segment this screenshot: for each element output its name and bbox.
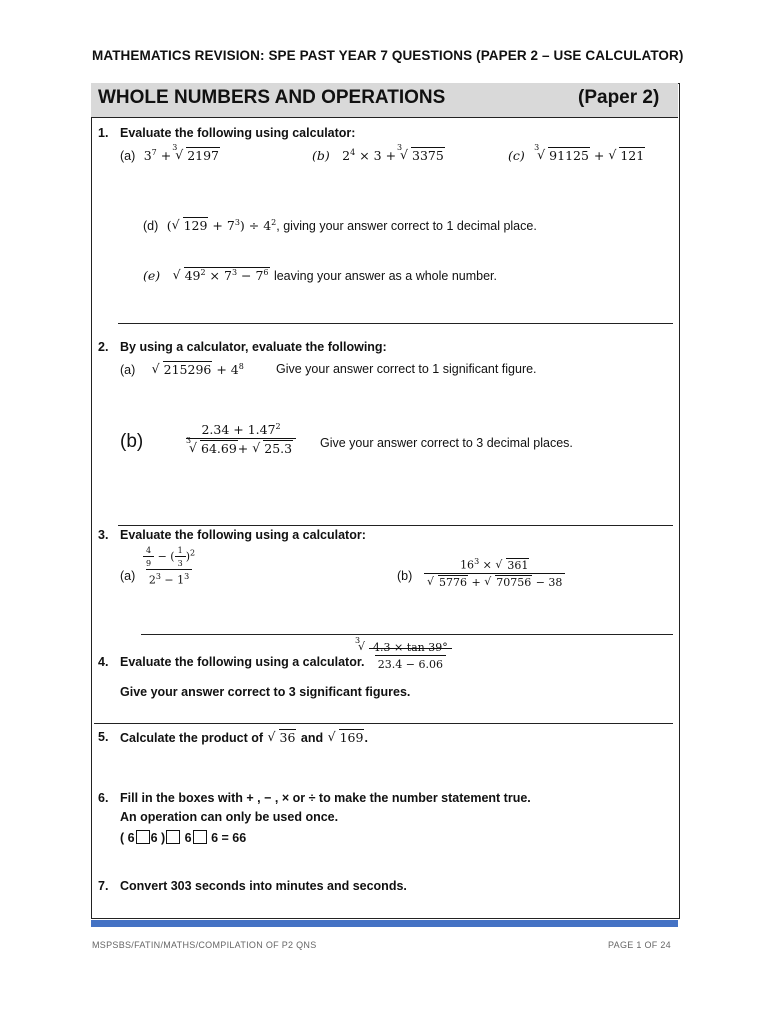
paper-label: (Paper 2) [578, 87, 660, 108]
q6-box-2[interactable] [166, 830, 180, 844]
q1e-label: (e) [143, 268, 161, 283]
q5-number: 5. [98, 730, 109, 744]
section-title: WHOLE NUMBERS AND OPERATIONS [98, 87, 446, 108]
q6-number: 6. [98, 791, 109, 805]
q5-end: . [364, 731, 368, 745]
q3b-expr: $16^3$ × √ 361 √ 5776 + √ 70756 − 38 [424, 557, 565, 589]
q1a [120, 143, 220, 165]
q2-number: 2. [98, 340, 109, 354]
q4-numerator: 4.3 × tan 39° [373, 641, 448, 654]
q2b-numerator: 2.34 + 1.47 [201, 422, 276, 438]
q4-prompt: Evaluate the following using a calculator. [120, 655, 365, 669]
q6-line1: Fill in the boxes with + , − , × or ÷ to make the number statement true. [120, 791, 531, 805]
q6-result: = 66 [221, 831, 247, 845]
footer-bar [91, 920, 678, 927]
q1c-expr: √ 3 91125 + √ 121 [529, 148, 645, 163]
q6-box-1[interactable] [136, 830, 150, 844]
q2b-label: (b) [120, 431, 144, 452]
q5-text [120, 729, 368, 747]
q2b-expr: $2.34 + 1.47^2$ √ 3 64.69+ √ 25.3 [186, 422, 296, 456]
q7-number: 7. [98, 879, 109, 893]
q2a [120, 361, 244, 379]
q4-denominator: 23.4 − 6.06 [375, 655, 446, 671]
q1c [508, 143, 645, 165]
q1a-expr: $3^7$ + √ 3 2197 [140, 148, 220, 163]
q1d-label: (d) [143, 219, 159, 233]
q1b-label: (b) [312, 148, 330, 163]
page-number: PAGE 1 OF 24 [608, 940, 671, 950]
q2-prompt: By using a calculator, evaluate the following: [120, 340, 387, 354]
q3b-label: (b) [397, 569, 413, 583]
q3a-label: (a) [120, 569, 136, 583]
q1-number: 1. [98, 126, 109, 140]
q1e-expr: √ $49^2 \times 7^3 - 7^6$ [165, 268, 270, 283]
q6-line2: An operation can only be used once. [120, 810, 339, 824]
q1e [143, 267, 497, 285]
q4-expr: √ 3 $\frac{4.3 \times \tan 39^\circ}{23.4 - 6.06}$ [358, 641, 452, 671]
q3a-expr: $\frac{4}{9}$ − ( $\frac{1}{3}$ )$^2$ $2^3 - 1^3$ [140, 546, 198, 587]
q6-box-3[interactable] [193, 830, 207, 844]
document-header: MATHEMATICS REVISION: SPE PAST YEAR 7 QUESTIONS (PAPER 2 – USE CALCULATOR) [92, 48, 684, 63]
q5-root-a: √ 36 [268, 730, 297, 745]
q1c-label: (c) [508, 148, 525, 163]
q3-prompt: Evaluate the following using a calculator: [120, 528, 366, 542]
divider [118, 323, 673, 324]
q1e-instruction: leaving your answer as a whole number. [273, 269, 497, 283]
divider [118, 525, 673, 526]
q6-statement: ( 6 6 ) 6 6 = 66 [120, 831, 247, 845]
q5-root-b: √ 169 [328, 730, 365, 745]
q1b-expr: $2^4 \times 3$ + √ 3 3375 [334, 148, 445, 163]
q1d-expr: (√ $129 + 7^3) \div 4^2$ [163, 218, 277, 233]
q2b-instruction: Give your answer correct to 3 decimal places. [320, 436, 573, 450]
q4-instruction: Give your answer correct to 3 significant figures. [120, 685, 411, 699]
q2a-expr: √ $215296 + 4^8$ [140, 362, 244, 377]
q2a-instruction: Give your answer correct to 1 significant figure. [276, 362, 537, 376]
q1a-label: (a) [120, 149, 136, 163]
q7-prompt: Convert 303 seconds into minutes and seconds. [120, 879, 407, 893]
divider [141, 634, 673, 635]
q5-pre: Calculate the product of [120, 731, 264, 745]
q2a-label: (a) [120, 363, 136, 377]
q1d [143, 217, 537, 235]
footer-left: MSPSBS/FATIN/MATHS/COMPILATION OF P2 QNS [92, 940, 317, 950]
q1b [312, 143, 445, 165]
q1-prompt: Evaluate the following using calculator: [120, 126, 356, 140]
divider [94, 723, 673, 724]
q5-mid: and [300, 731, 324, 745]
q4-number: 4. [98, 655, 109, 669]
q1d-instruction: , giving your answer correct to 1 decimal place. [276, 219, 537, 233]
q3-number: 3. [98, 528, 109, 542]
